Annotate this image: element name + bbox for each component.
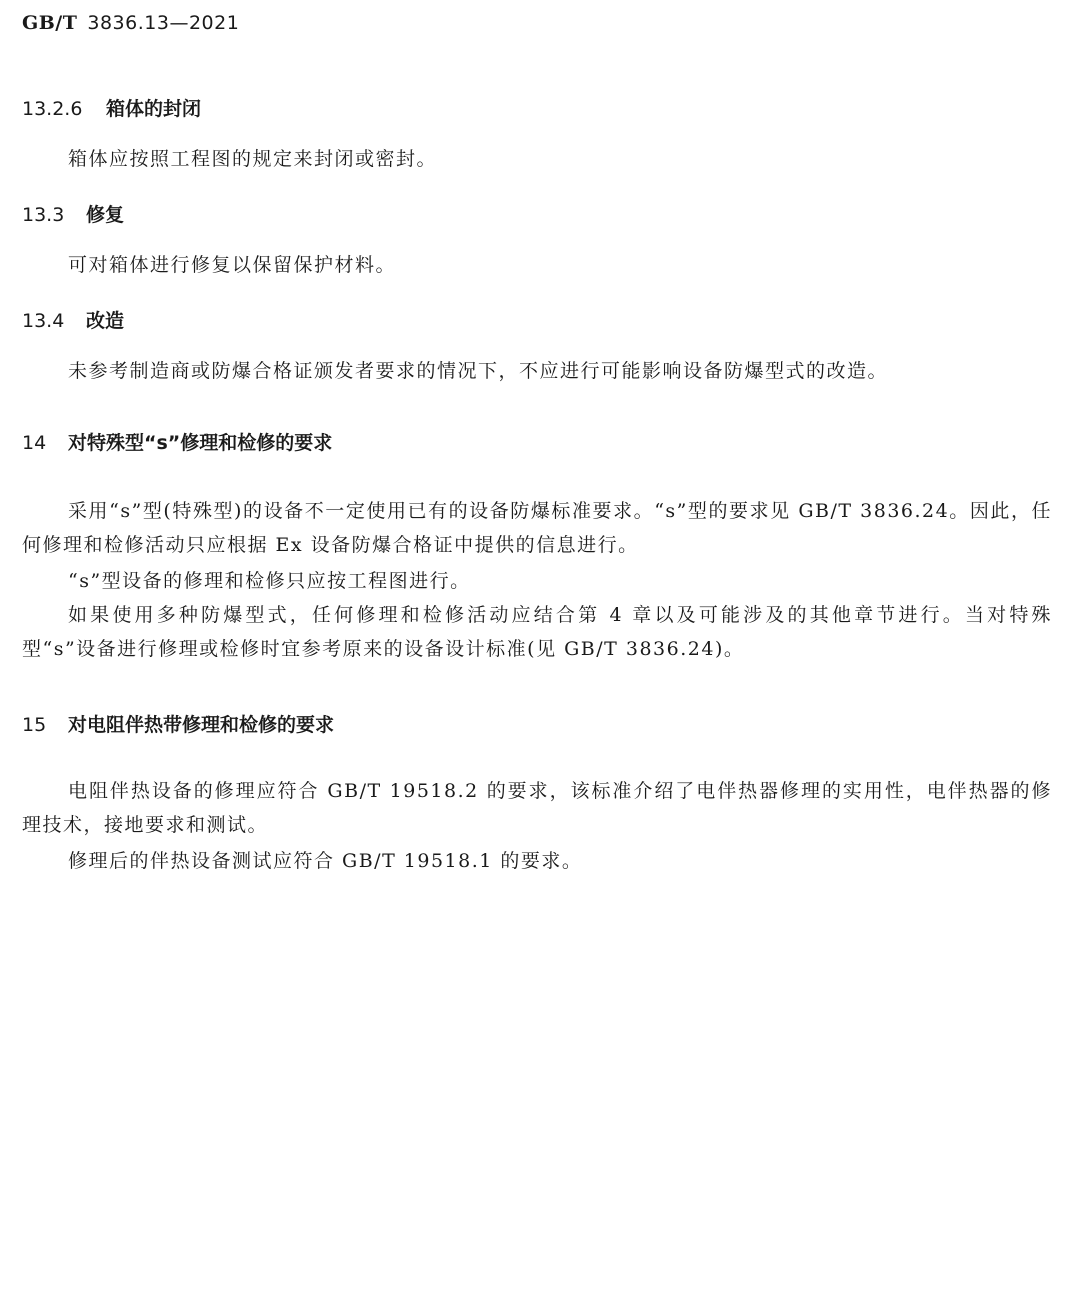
section-heading-14 bbox=[22, 428, 332, 455]
section-paragraph: 如果使用多种防爆型式，任何修理和检修活动应结合第 4 章以及可能涉及的其他章节进行。当对特殊型“s”设备进行修理或检修时宜参考原来的设备设计标准(见 GB/T 3836.24)。 bbox=[22, 604, 1052, 660]
section-title: 对电阻伴热带修理和检修的要求 bbox=[68, 714, 335, 736]
standard-header bbox=[22, 12, 239, 34]
section-title: 修复 bbox=[86, 204, 125, 226]
section-title: 箱体的封闭 bbox=[106, 98, 202, 120]
section-paragraph: 可对箱体进行修复以保留保护材料。 bbox=[68, 254, 397, 276]
section-heading-15 bbox=[22, 710, 334, 737]
section-heading-13-4 bbox=[22, 306, 124, 333]
section-paragraph: 电阻伴热设备的修理应符合 GB/T 19518.2 的要求，该标准介绍了电伴热器修理的实用性，电伴热器的修理技术，接地要求和测试。 bbox=[22, 780, 1052, 836]
section-number: 13.4 bbox=[22, 310, 65, 332]
section-title: 改造 bbox=[86, 310, 125, 332]
section-paragraph: “s”型设备的修理和检修只应按工程图进行。 bbox=[68, 570, 471, 592]
standard-number: 3836.13—2021 bbox=[87, 12, 240, 34]
section-paragraph: 箱体应按照工程图的规定来封闭或密封。 bbox=[68, 148, 438, 170]
standard-code: GB/T bbox=[22, 12, 78, 34]
section-heading-13-2-6 bbox=[22, 94, 201, 121]
section-number: 13.2.6 bbox=[22, 98, 83, 120]
section-title: 对特殊型“s”修理和检修的要求 bbox=[68, 432, 333, 454]
section-paragraph: 修理后的伴热设备测试应符合 GB/T 19518.1 的要求。 bbox=[68, 850, 583, 872]
section-number: 14 bbox=[22, 432, 47, 454]
section-paragraph: 采用“s”型(特殊型)的设备不一定使用已有的设备防爆标准要求。“s”型的要求见 GB/T 3836.24。因此，任何修理和检修活动只应根据 Ex 设备防爆合格证中提供的信息进行。 bbox=[22, 500, 1052, 556]
section-heading-13-3 bbox=[22, 200, 124, 227]
section-number: 13.3 bbox=[22, 204, 65, 226]
section-paragraph: 未参考制造商或防爆合格证颁发者要求的情况下，不应进行可能影响设备防爆型式的改造。 bbox=[68, 360, 889, 382]
section-number: 15 bbox=[22, 714, 47, 736]
